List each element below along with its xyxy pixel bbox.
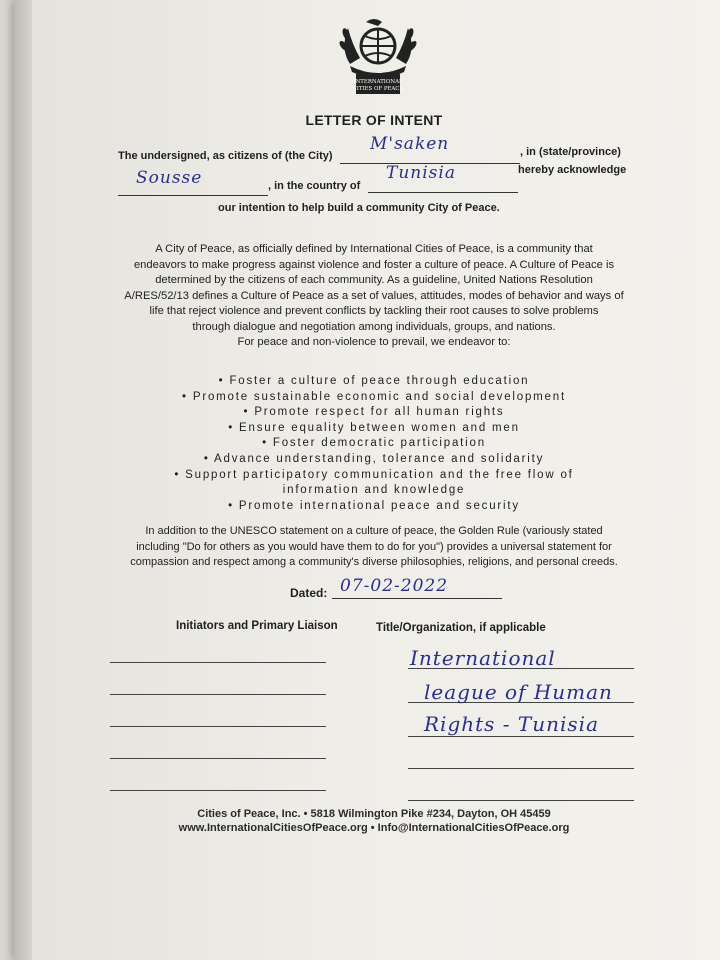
dated-label: Dated: — [290, 586, 328, 600]
org-handwritten-line1: International — [410, 646, 556, 670]
paper-fold-edge — [14, 0, 32, 960]
globe-wreath-dove-logo — [330, 14, 426, 96]
list-item: • Foster a culture of peace through education — [218, 375, 530, 387]
org-handwritten-line2: league of Human — [424, 680, 613, 704]
document-title: LETTER OF INTENT — [305, 112, 443, 128]
signature-line — [110, 758, 326, 759]
intro-part4: hereby acknowledge — [518, 164, 627, 176]
country-handwritten: Tunisia — [386, 163, 456, 183]
definition-paragraph — [54, 242, 694, 351]
footer-contact: www.InternationalCitiesOfPeace.org • Info@InternationalCitiesOfPeace.org — [178, 822, 570, 834]
state-handwritten: Sousse — [136, 168, 203, 188]
organization-header: Title/Organization, if applicable — [376, 622, 546, 634]
list-item: information and knowledge — [282, 484, 466, 497]
list-item: • Promote respect for all human rights — [243, 406, 505, 419]
list-item: • Ensure equality between women and men — [228, 421, 520, 434]
paragraph-line: endeavors to make progress against violence and foster a culture of peace. A Culture of Peace is — [133, 258, 615, 271]
dated-handwritten: 07-02-2022 — [340, 576, 449, 596]
paragraph-line: A City of Peace, as officially defined by International Cities of Peace, is a community that — [155, 243, 593, 255]
paragraph-line: life that reject violence and prevent conflicts by tackling their root causes to solve problems — [149, 305, 599, 317]
signature-line — [110, 662, 326, 663]
paragraph-line: including "Do for others as you would have them to do for you") provides a universal statement for — [136, 540, 612, 553]
signature-line — [110, 694, 326, 695]
organization-line — [408, 736, 634, 737]
paragraph-line: In addition to the UNESCO statement on a culture of peace, the Golden Rule (variously stated — [145, 525, 603, 537]
paragraph-line: determined by the citizens of each community. As a guideline, United Nations Resolution — [155, 274, 593, 286]
goals-list — [54, 374, 694, 514]
logo-text-line2: CITIES OF PEACE — [352, 86, 404, 92]
signature-line — [110, 790, 326, 791]
intro-part2: , in (state/province) — [520, 146, 621, 158]
logo-text-line1: INTERNATIONAL — [353, 79, 403, 85]
footer-address: Cities of Peace, Inc. • 5818 Wilmington Pike #234, Dayton, OH 45459 — [197, 808, 551, 820]
golden-rule-paragraph — [54, 524, 694, 571]
city-handwritten: M'saken — [370, 134, 450, 154]
letter-paper — [14, 0, 720, 960]
intro-part5: our intention to help build a community City of Peace. — [218, 202, 500, 214]
list-item: • Advance understanding, tolerance and solidarity — [203, 452, 545, 465]
paragraph-line: A/RES/52/13 defines a Culture of Peace as a set of values, attitudes, modes of behavior and ways of — [124, 289, 624, 302]
intro-part3: , in the country of — [268, 180, 361, 192]
organization-line — [408, 800, 634, 801]
paragraph-line: For peace and non-violence to prevail, we endeavor to: — [237, 336, 511, 348]
intro-part1: The undersigned, as citizens of (the City) — [118, 150, 333, 162]
list-item: • Foster democratic participation — [262, 437, 486, 450]
organization-line — [408, 768, 634, 769]
initiators-header: Initiators and Primary Liaison — [176, 620, 338, 632]
paragraph-line: compassion and respect among a community's diverse philosophies, religions, and personal creeds. — [130, 556, 618, 568]
org-handwritten-line3: Rights - Tunisia — [424, 712, 599, 736]
list-item: • Support participatory communication and the free flow of — [174, 468, 574, 481]
paragraph-line: through dialogue and negotiation among individuals, groups, and nations. — [192, 320, 556, 333]
list-item: • Promote sustainable economic and social development — [182, 390, 566, 403]
signature-line — [110, 726, 326, 727]
list-item: • Promote international peace and security — [228, 499, 520, 512]
